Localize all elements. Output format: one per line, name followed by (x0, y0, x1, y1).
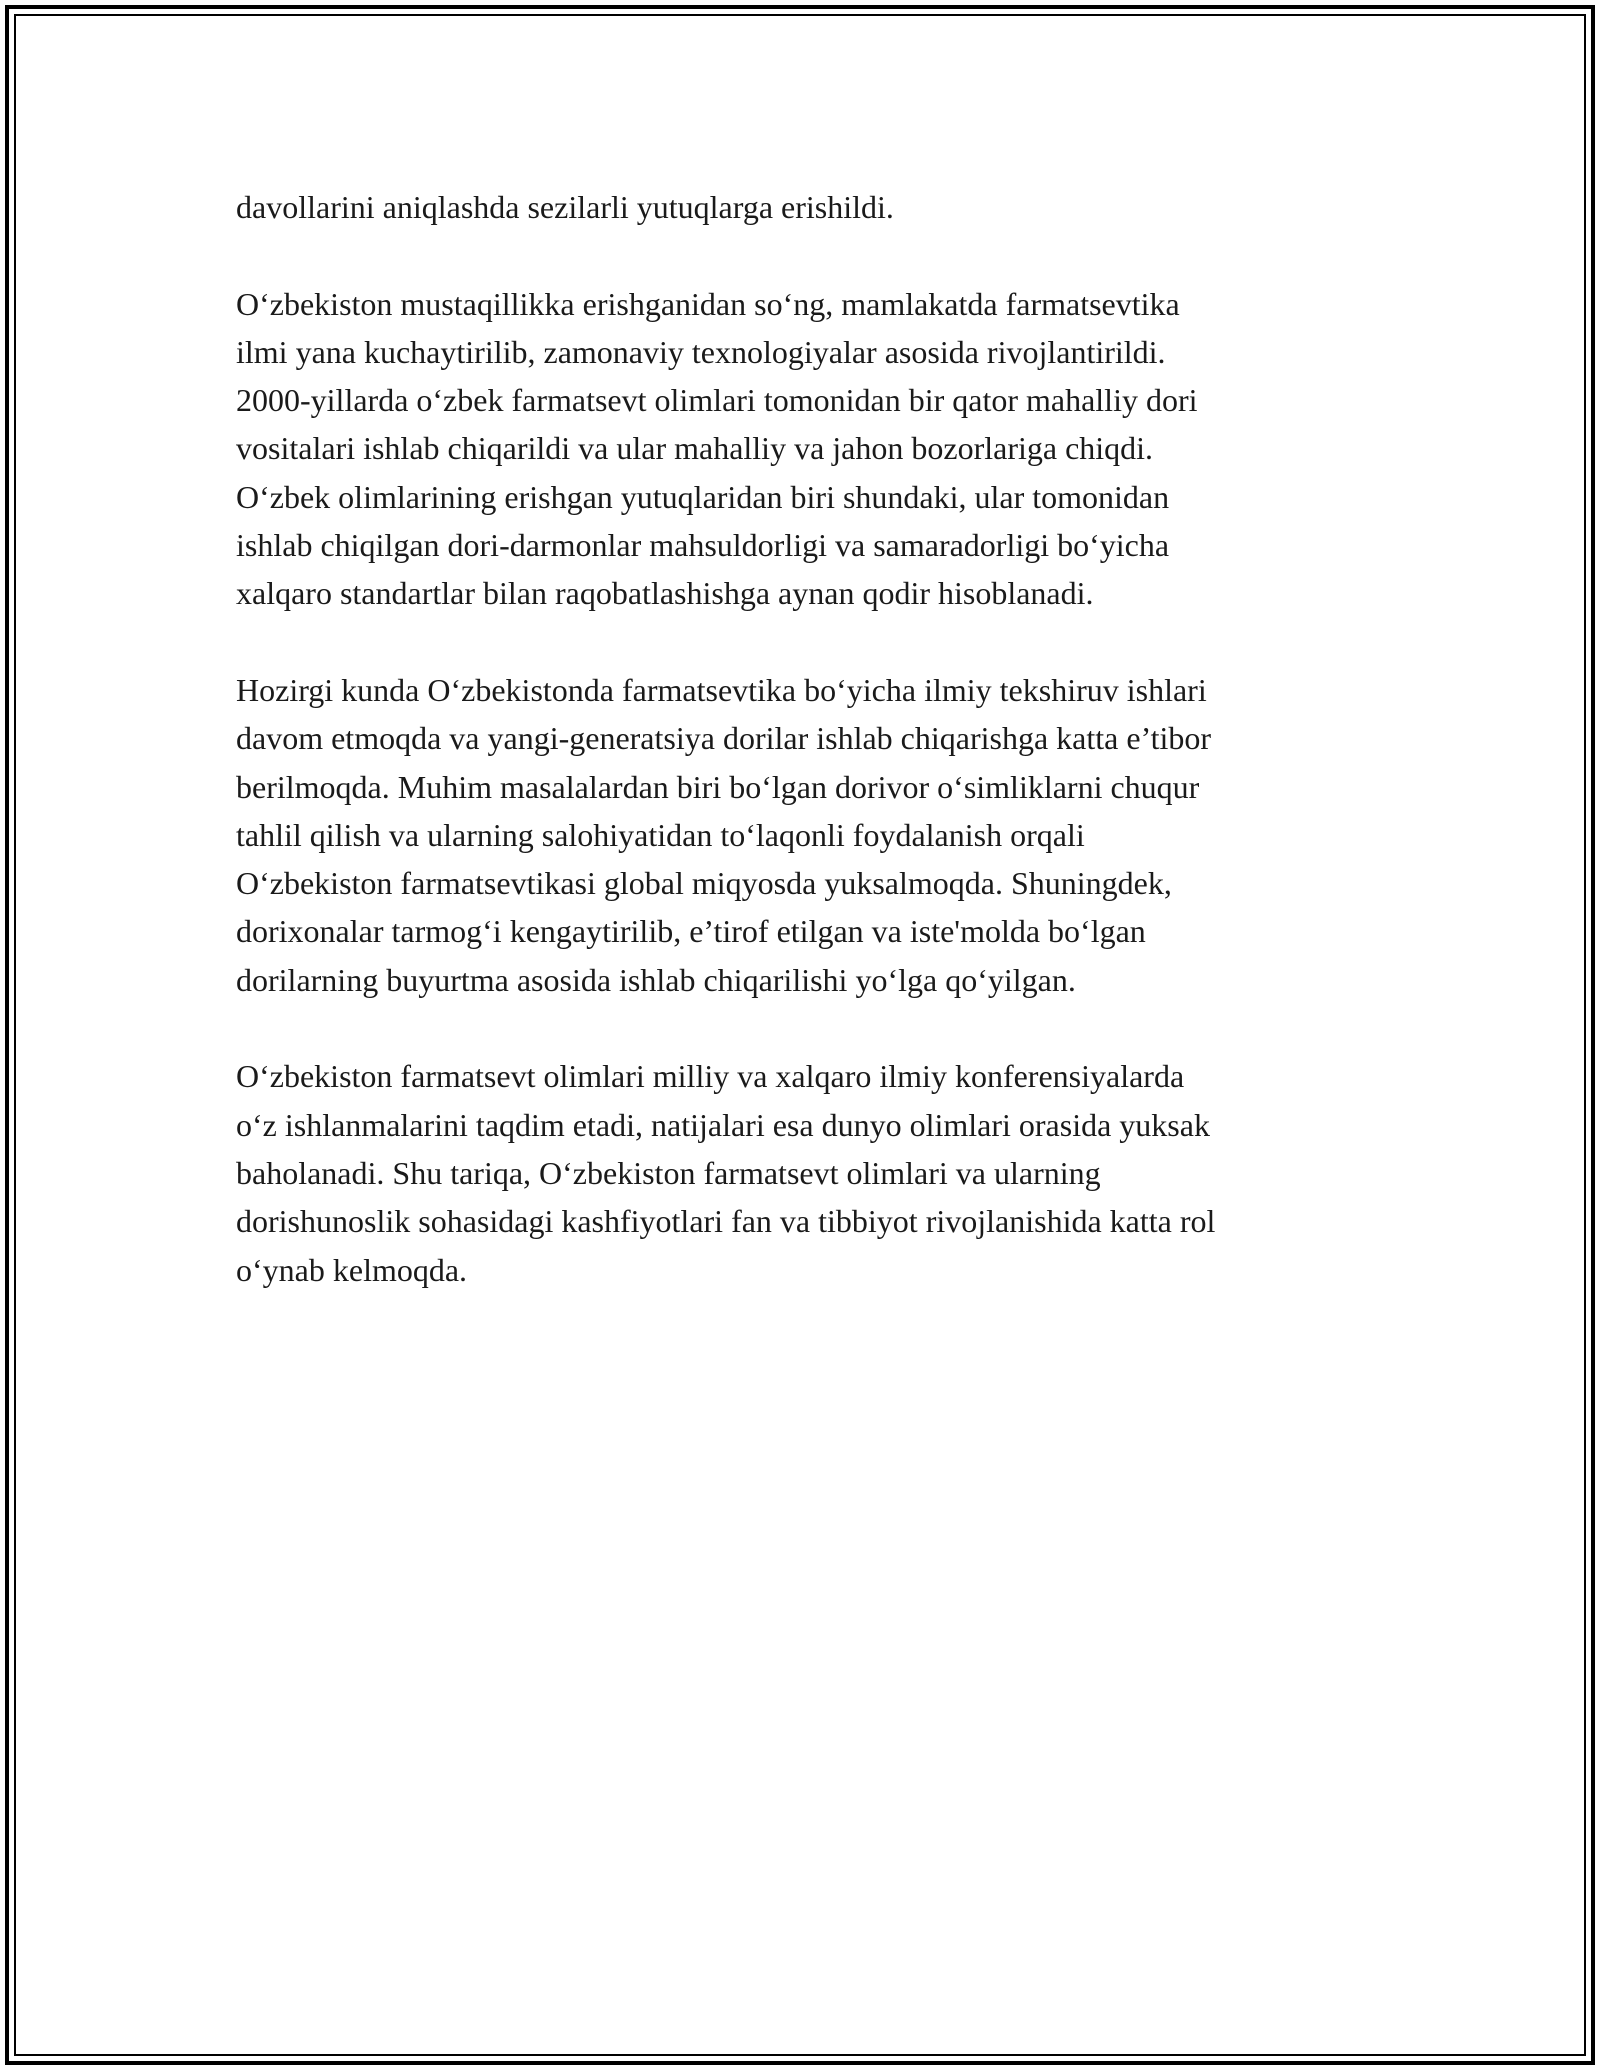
text-line: 2000-yillarda o‘zbek farmatsevt olimlari tomonidan bir qator mahalliy dori (236, 382, 1198, 419)
text-line: dorishunoslik sohasidagi kashfiyotlari fan va tibbiyot rivojlanishida katta rol (236, 1203, 1216, 1240)
text-line: ilmi yana kuchaytirilib, zamonaviy texnologiyalar asosida rivojlantirildi. (236, 333, 1166, 370)
text-line: dorixonalar tarmog‘i kengaytirilib, e’tirof etilgan va iste'molda bo‘lgan (236, 913, 1146, 950)
text-line: o‘ynab kelmoqda. (236, 1251, 468, 1288)
text-line: O‘zbekiston farmatsevtikasi global miqyosda yuksalmoqda. Shuningdek, (236, 865, 1172, 902)
text-line: O‘zbekiston mustaqillikka erishganidan so‘ng, mamlakatda farmatsevtika (236, 285, 1180, 322)
text-line: O‘zbek olimlarining erishgan yutuqlaridan biri shundaki, ular tomonidan (236, 478, 1170, 515)
paragraph-3 (236, 666, 1376, 1004)
paragraph-2 (236, 280, 1376, 618)
text-line: Hozirgi kunda O‘zbekistonda farmatsevtika bo‘yicha ilmiy tekshiruv ishlari (236, 671, 1207, 708)
text-line: baholanadi. Shu tariqa, O‘zbekiston farmatsevt olimlari va ularning (236, 1154, 1101, 1191)
text-line: ishlab chiqilgan dori-darmonlar mahsuldorligi va samaradorligi bo‘yicha (236, 527, 1170, 564)
text-line: o‘z ishlanmalarini taqdim etadi, natijalari esa dunyo olimlari orasida yuksak (236, 1106, 1210, 1143)
text-line: berilmoqda. Muhim masalalardan biri bo‘lgan dorivor o‘simliklarni chuqur (236, 768, 1200, 805)
text-line: davom etmoqda va yangi-generatsiya dorilar ishlab chiqarishga katta e’tibor (236, 720, 1212, 757)
text-line: dorilarning buyurtma asosida ishlab chiqarilishi yo‘lga qo‘yilgan. (236, 961, 1076, 998)
text-line: vositalari ishlab chiqarildi va ular mahalliy va jahon bozorlariga chiqdi. (236, 430, 1154, 467)
text-line: xalqaro standartlar bilan raqobatlashishga aynan qodir hisoblanadi. (236, 575, 1094, 612)
text-line: O‘zbekiston farmatsevt olimlari milliy va xalqaro ilmiy konferensiyalarda (236, 1058, 1185, 1095)
text-line: tahlil qilish va ularning salohiyatidan to‘laqonli foydalanish orqali (236, 816, 1085, 853)
text-line: davollarini aniqlashda sezilarli yutuqlarga erishildi. (236, 189, 894, 225)
document-body (236, 183, 1376, 1342)
paragraph-1 (236, 183, 1376, 231)
paragraph-4 (236, 1052, 1376, 1293)
